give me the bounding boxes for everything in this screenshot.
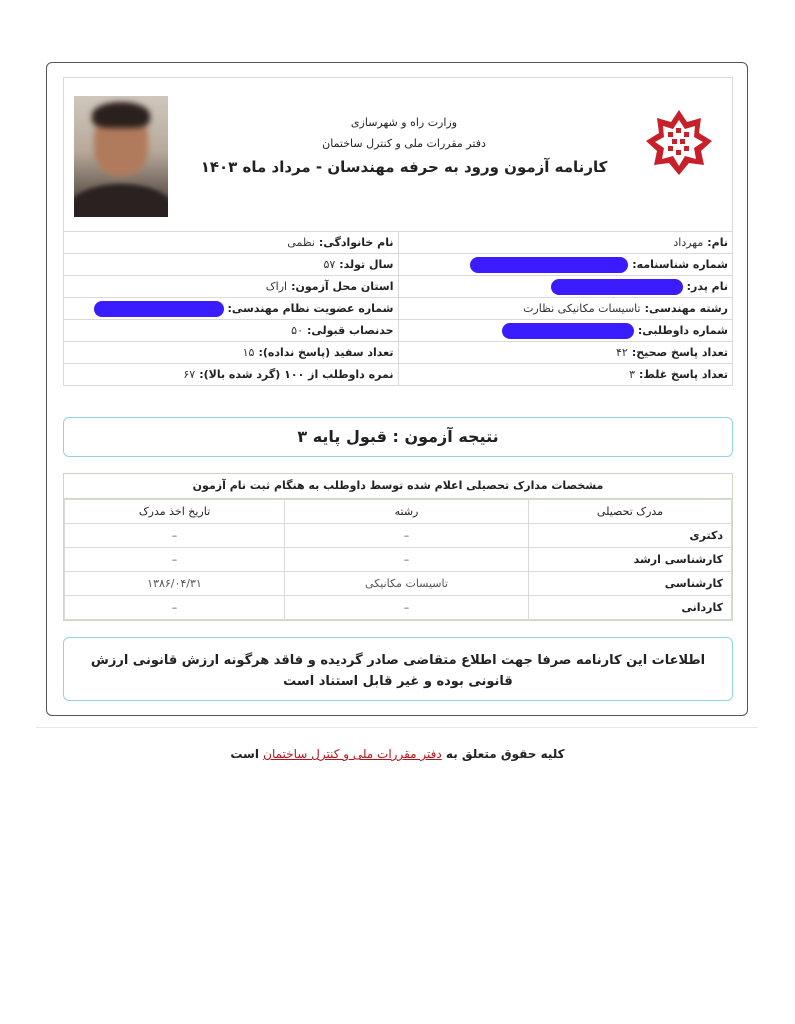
field-cell: –	[285, 596, 529, 620]
table-row	[64, 298, 733, 320]
footer-suffix: است	[230, 747, 259, 761]
correct-answers-cell	[398, 342, 733, 364]
passing-threshold-value: ۵۰	[291, 324, 303, 337]
table-row	[65, 548, 732, 572]
score-label: نمره داوطلب از ۱۰۰ (گرد شده بالا):	[199, 368, 394, 381]
candidate-number-label: شماره داوطلبی:	[637, 323, 728, 337]
blank-answers-cell	[64, 342, 399, 364]
field-cell: تاسیسات مکانیکی	[285, 572, 529, 596]
last-name-value: نظمی	[287, 236, 315, 249]
date-cell: –	[65, 596, 285, 620]
first-name-label: نام:	[707, 236, 728, 249]
redacted-father-name	[551, 279, 683, 295]
birth-year-value: ۵۷	[323, 258, 336, 271]
redacted-candidate-number	[502, 323, 634, 339]
field-cell: –	[285, 548, 529, 572]
birth-year-label: سال تولد:	[339, 258, 394, 271]
education-title: مشخصات مدارک تحصیلی اعلام شده توسط داوطلب به هنگام ثبت نام آزمون	[64, 474, 732, 499]
degree-cell: کاردانی	[529, 596, 732, 620]
education-header-row	[65, 500, 732, 524]
office-logo-icon	[644, 108, 714, 178]
first-name-cell	[398, 232, 733, 254]
education-table	[64, 499, 732, 620]
table-row	[65, 524, 732, 548]
table-row	[65, 596, 732, 620]
wrong-answers-label: تعداد پاسخ غلط:	[639, 368, 728, 381]
degree-cell: کارشناسی	[529, 572, 732, 596]
candidate-number-cell	[398, 320, 733, 342]
header-text	[194, 116, 614, 176]
report-card	[46, 62, 748, 716]
membership-label: شماره عضویت نظام مهندسی:	[227, 301, 394, 315]
passing-threshold-cell	[64, 320, 399, 342]
office-link[interactable]: دفتر مقررات ملی و کنترل ساختمان	[263, 747, 442, 761]
report-title: کارنامه آزمون ورود به حرفه مهندسان - مرداد ماه ۱۴۰۳	[200, 158, 608, 176]
last-name-label: نام خانوادگی:	[318, 236, 394, 249]
footer-divider	[36, 727, 758, 728]
birth-year-cell	[64, 254, 399, 276]
field-value: تاسیسات مکانیکی نظارت	[523, 302, 641, 315]
redacted-membership-number	[94, 301, 224, 317]
field-label: رشته مهندسی:	[644, 302, 728, 315]
field-cell	[398, 298, 733, 320]
table-row	[64, 364, 733, 386]
candidate-photo	[74, 96, 168, 217]
correct-answers-value: ۴۲	[616, 346, 628, 359]
date-cell: ۱۳۸۶/۰۴/۳۱	[65, 572, 285, 596]
table-row	[64, 254, 733, 276]
field-column-header: رشته	[285, 500, 529, 524]
score-cell	[64, 364, 399, 386]
date-cell: –	[65, 524, 285, 548]
passing-threshold-label: حدنصاب قبولی:	[306, 324, 394, 337]
exam-result: نتیجه آزمون : قبول پایه ۳	[63, 417, 733, 457]
id-number-label: شماره شناسنامه:	[632, 257, 728, 271]
last-name-cell	[64, 232, 399, 254]
father-name-label: نام پدر:	[686, 279, 728, 293]
degree-column-header: مدرک تحصیلی	[529, 500, 732, 524]
table-row	[64, 276, 733, 298]
degree-cell: دکتری	[529, 524, 732, 548]
field-cell: –	[285, 524, 529, 548]
ministry-name: وزارت راه و شهرسازی	[350, 116, 458, 129]
date-column-header: تاریخ اخذ مدرک	[65, 500, 285, 524]
correct-answers-label: تعداد پاسخ صحیح:	[631, 346, 728, 359]
table-row	[64, 342, 733, 364]
disclaimer-notice: اطلاعات این کارنامه صرفا جهت اطلاع متقاضی صادر گردیده و فاقد هرگونه ارزش قانونی ارزش قانونی بوده و غیر قابل استناد است	[63, 637, 733, 701]
table-row	[65, 572, 732, 596]
father-name-cell	[398, 276, 733, 298]
exam-province-label: استان محل آزمون:	[291, 280, 394, 293]
membership-cell	[64, 298, 399, 320]
degree-cell: کارشناسی ارشد	[529, 548, 732, 572]
id-number-cell	[398, 254, 733, 276]
redacted-id-number	[470, 257, 628, 273]
first-name-value: مهرداد	[673, 236, 704, 249]
blank-answers-label: تعداد سفید (پاسخ نداده):	[258, 346, 394, 359]
table-row	[64, 320, 733, 342]
exam-province-cell	[64, 276, 399, 298]
education-section	[63, 473, 733, 621]
copyright-footer	[0, 747, 795, 761]
footer-prefix: کلیه حقوق متعلق به	[445, 747, 565, 761]
candidate-info-table	[63, 231, 733, 386]
wrong-answers-value: ۳	[629, 368, 636, 381]
score-value: ۶۷	[183, 368, 196, 381]
wrong-answers-cell	[398, 364, 733, 386]
blank-answers-value: ۱۵	[242, 346, 255, 359]
office-name: دفتر مقررات ملی و کنترل ساختمان	[322, 137, 486, 150]
table-row	[64, 232, 733, 254]
report-header	[63, 77, 733, 232]
exam-province-value: اراک	[265, 280, 288, 293]
date-cell: –	[65, 548, 285, 572]
